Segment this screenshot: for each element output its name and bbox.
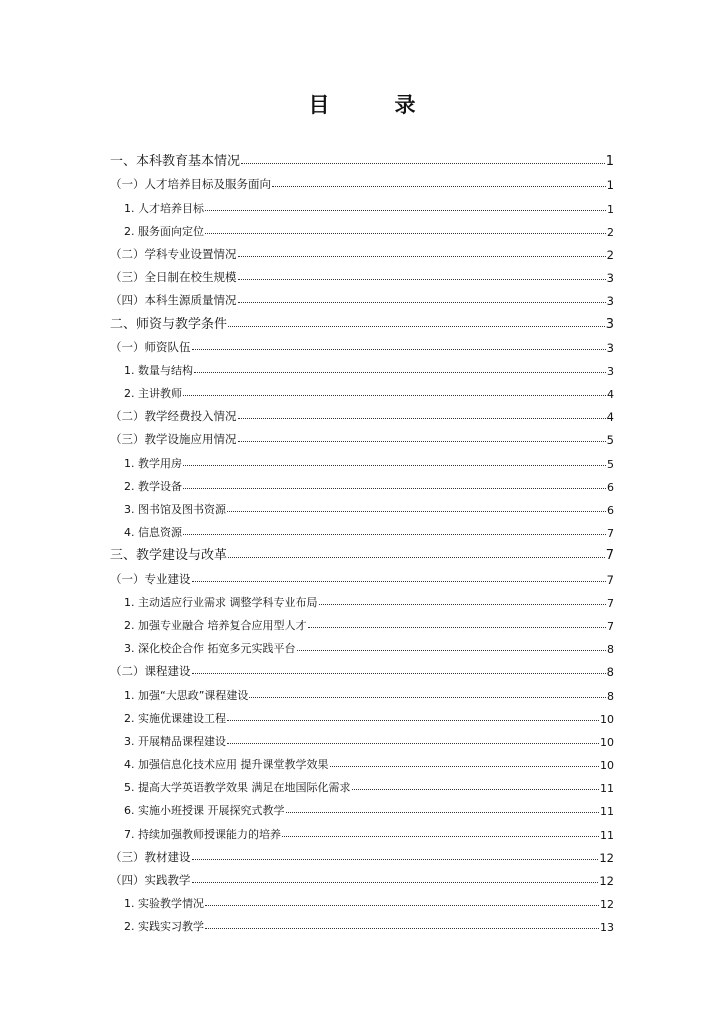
toc-entry-page-number: 6 (607, 504, 614, 517)
table-of-contents (0, 146, 724, 934)
dot-leader (205, 232, 606, 234)
dot-leader (238, 301, 606, 303)
toc-entry[interactable] (0, 424, 614, 447)
toc-entry-page-number: 11 (600, 828, 614, 842)
toc-entry-page-number: 7 (605, 548, 614, 564)
dot-leader (282, 835, 599, 837)
dot-leader (286, 811, 600, 813)
toc-entry[interactable] (0, 517, 614, 540)
toc-entry-page-number: 10 (600, 735, 614, 749)
toc-entry[interactable] (0, 749, 614, 772)
toc-entry[interactable] (0, 633, 614, 656)
toc-entry-label: 一、本科教育基本情况 (110, 154, 241, 170)
toc-entry[interactable] (0, 471, 614, 494)
toc-entry-label: 3. 深化校企合作 拓宽多元实践平台 (124, 642, 296, 656)
toc-entry-label: （三）教材建设 (110, 849, 191, 864)
toc-entry[interactable] (0, 169, 614, 192)
toc-entry[interactable] (0, 587, 614, 610)
toc-entry-page-number: 7 (607, 527, 614, 541)
dot-leader (249, 696, 606, 698)
toc-entry-label: （三）教学设施应用情况 (110, 432, 237, 447)
dot-leader (238, 255, 606, 257)
toc-entry[interactable] (0, 262, 614, 285)
toc-entry[interactable] (0, 540, 614, 563)
dot-leader (238, 278, 606, 280)
toc-entry-page-number: 3 (605, 316, 614, 332)
toc-entry-page-number: 11 (600, 805, 614, 819)
toc-entry[interactable] (0, 610, 614, 633)
dot-leader (194, 371, 606, 373)
dot-leader (192, 348, 606, 350)
dot-leader (228, 556, 605, 558)
dot-leader (183, 487, 606, 489)
toc-entry[interactable] (0, 563, 614, 586)
dot-leader (238, 440, 606, 442)
toc-entry-label: 1. 教学用房 (124, 456, 182, 470)
toc-entry-label: 4. 信息资源 (124, 526, 182, 540)
toc-entry-label: 3. 图书馆及图书资源 (124, 503, 226, 516)
toc-entry-label: 1. 主动适应行业需求 调整学科专业布局 (124, 595, 318, 609)
dot-leader (183, 394, 606, 396)
toc-entry[interactable] (0, 494, 614, 517)
dot-leader (227, 510, 606, 512)
dot-leader (205, 209, 606, 211)
toc-entry-page-number: 13 (600, 921, 614, 935)
toc-entry-page-number: 5 (606, 433, 614, 448)
dot-leader (192, 881, 599, 883)
dot-leader (227, 719, 599, 721)
toc-entry[interactable] (0, 656, 614, 679)
toc-entry-label: 2. 实施优课建设工程 (124, 711, 226, 725)
toc-entry-label: 2. 教学设备 (124, 479, 182, 493)
toc-entry[interactable] (0, 679, 614, 702)
dot-leader (205, 927, 599, 929)
toc-entry-page-number: 7 (607, 619, 614, 633)
toc-entry-page-number: 4 (606, 410, 614, 425)
toc-entry-label: 3. 开展精品课程建设 (124, 734, 226, 748)
dot-leader (205, 904, 599, 906)
toc-entry-label: 二、师资与教学条件 (110, 316, 228, 332)
toc-entry[interactable] (0, 795, 614, 818)
toc-entry[interactable] (0, 192, 614, 215)
toc-entry-label: 1. 加强“大思政”课程建设 (124, 688, 249, 702)
toc-entry-label: 2. 服务面向定位 (124, 224, 204, 238)
toc-entry[interactable] (0, 818, 614, 841)
toc-entry-page-number: 3 (606, 271, 614, 286)
toc-entry-page-number: 1 (607, 202, 614, 216)
toc-entry-page-number: 1 (606, 178, 614, 193)
toc-entry-page-number: 8 (606, 665, 614, 680)
dot-leader (297, 649, 607, 651)
toc-entry-label: 6. 实施小班授课 开展探究式教学 (124, 804, 285, 818)
toc-entry[interactable] (0, 865, 614, 888)
toc-entry-page-number: 6 (607, 480, 614, 494)
toc-entry-page-number: 11 (600, 782, 614, 796)
dot-leader (227, 742, 599, 744)
dot-leader (308, 626, 607, 628)
toc-entry-label: （四）实践教学 (110, 873, 191, 887)
toc-entry-page-number: 3 (606, 294, 614, 309)
toc-entry-page-number: 4 (607, 388, 614, 402)
dot-leader (192, 580, 606, 582)
toc-entry-label: （一）人才培养目标及服务面向 (110, 177, 271, 192)
toc-entry-label: 2. 主讲教师 (124, 387, 182, 401)
toc-entry-page-number: 7 (606, 572, 614, 587)
toc-entry-label: 7. 持续加强教师授课能力的培养 (124, 827, 281, 841)
toc-entry-page-number: 10 (600, 759, 614, 773)
toc-entry[interactable] (0, 911, 614, 934)
toc-entry-page-number: 8 (607, 689, 614, 703)
toc-entry[interactable] (0, 772, 614, 795)
toc-entry-label: 1. 数量与结构 (124, 363, 193, 377)
page-title: 目 录 (308, 93, 438, 117)
toc-entry-label: 2. 加强专业融合 培养复合应用型人才 (124, 618, 307, 632)
toc-entry-label: 5. 提高大学英语教学效果 满足在地国际化需求 (124, 781, 351, 795)
toc-entry[interactable] (0, 239, 614, 262)
toc-entry-page-number: 2 (607, 225, 614, 239)
dot-leader (183, 533, 606, 535)
toc-entry[interactable] (0, 285, 614, 308)
toc-entry-label: 2. 实践实习教学 (124, 920, 204, 934)
toc-entry[interactable] (0, 842, 614, 865)
toc-entry-label: 1. 实验教学情况 (124, 897, 204, 911)
toc-entry-label: （四）本科生源质量情况 (110, 293, 237, 308)
dot-leader (241, 162, 605, 164)
toc-entry-page-number: 10 (600, 712, 614, 726)
toc-entry[interactable] (0, 447, 614, 470)
toc-entry[interactable] (0, 401, 614, 424)
dot-leader (238, 417, 606, 419)
toc-entry-label: （一）师资队伍 (110, 339, 191, 354)
toc-entry-page-number: 12 (600, 898, 614, 912)
toc-entry-label: （三）全日制在校生规模 (110, 270, 237, 285)
dot-leader (192, 858, 599, 860)
toc-entry-page-number: 7 (607, 596, 614, 610)
toc-entry[interactable] (0, 888, 614, 911)
toc-entry-label: 1. 人才培养目标 (124, 201, 204, 215)
dot-leader (272, 185, 606, 187)
toc-entry-page-number: 2 (606, 247, 614, 262)
dot-leader (183, 464, 606, 466)
toc-entry-page-number: 1 (605, 154, 614, 170)
toc-entry[interactable] (0, 216, 614, 239)
toc-entry-label: （二）教学经费投入情况 (110, 409, 237, 424)
toc-entry-label: （一）专业建设 (110, 571, 191, 586)
toc-entry[interactable] (0, 332, 614, 355)
toc-entry[interactable] (0, 703, 614, 726)
toc-entry[interactable] (0, 378, 614, 401)
toc-entry-label: 三、教学建设与改革 (110, 548, 228, 564)
toc-entry-page-number: 5 (607, 457, 614, 471)
toc-entry-label: （二）课程建设 (110, 664, 191, 679)
toc-entry-label: （二）学科专业设置情况 (110, 246, 237, 261)
toc-entry[interactable] (0, 355, 614, 378)
toc-entry-page-number: 8 (607, 643, 614, 657)
toc-entry[interactable] (0, 146, 614, 169)
toc-entry[interactable] (0, 308, 614, 331)
dot-leader (228, 325, 605, 327)
dot-leader (319, 603, 607, 605)
dot-leader (352, 788, 600, 790)
dot-leader (330, 765, 600, 767)
toc-entry[interactable] (0, 726, 614, 749)
toc-entry-label: 4. 加强信息化技术应用 提升课堂教学效果 (124, 758, 329, 772)
dot-leader (192, 672, 606, 674)
toc-entry-page-number: 3 (607, 364, 614, 378)
toc-entry-page-number: 3 (606, 340, 614, 355)
toc-entry-page-number: 12 (599, 874, 614, 888)
toc-entry-page-number: 12 (599, 850, 614, 865)
